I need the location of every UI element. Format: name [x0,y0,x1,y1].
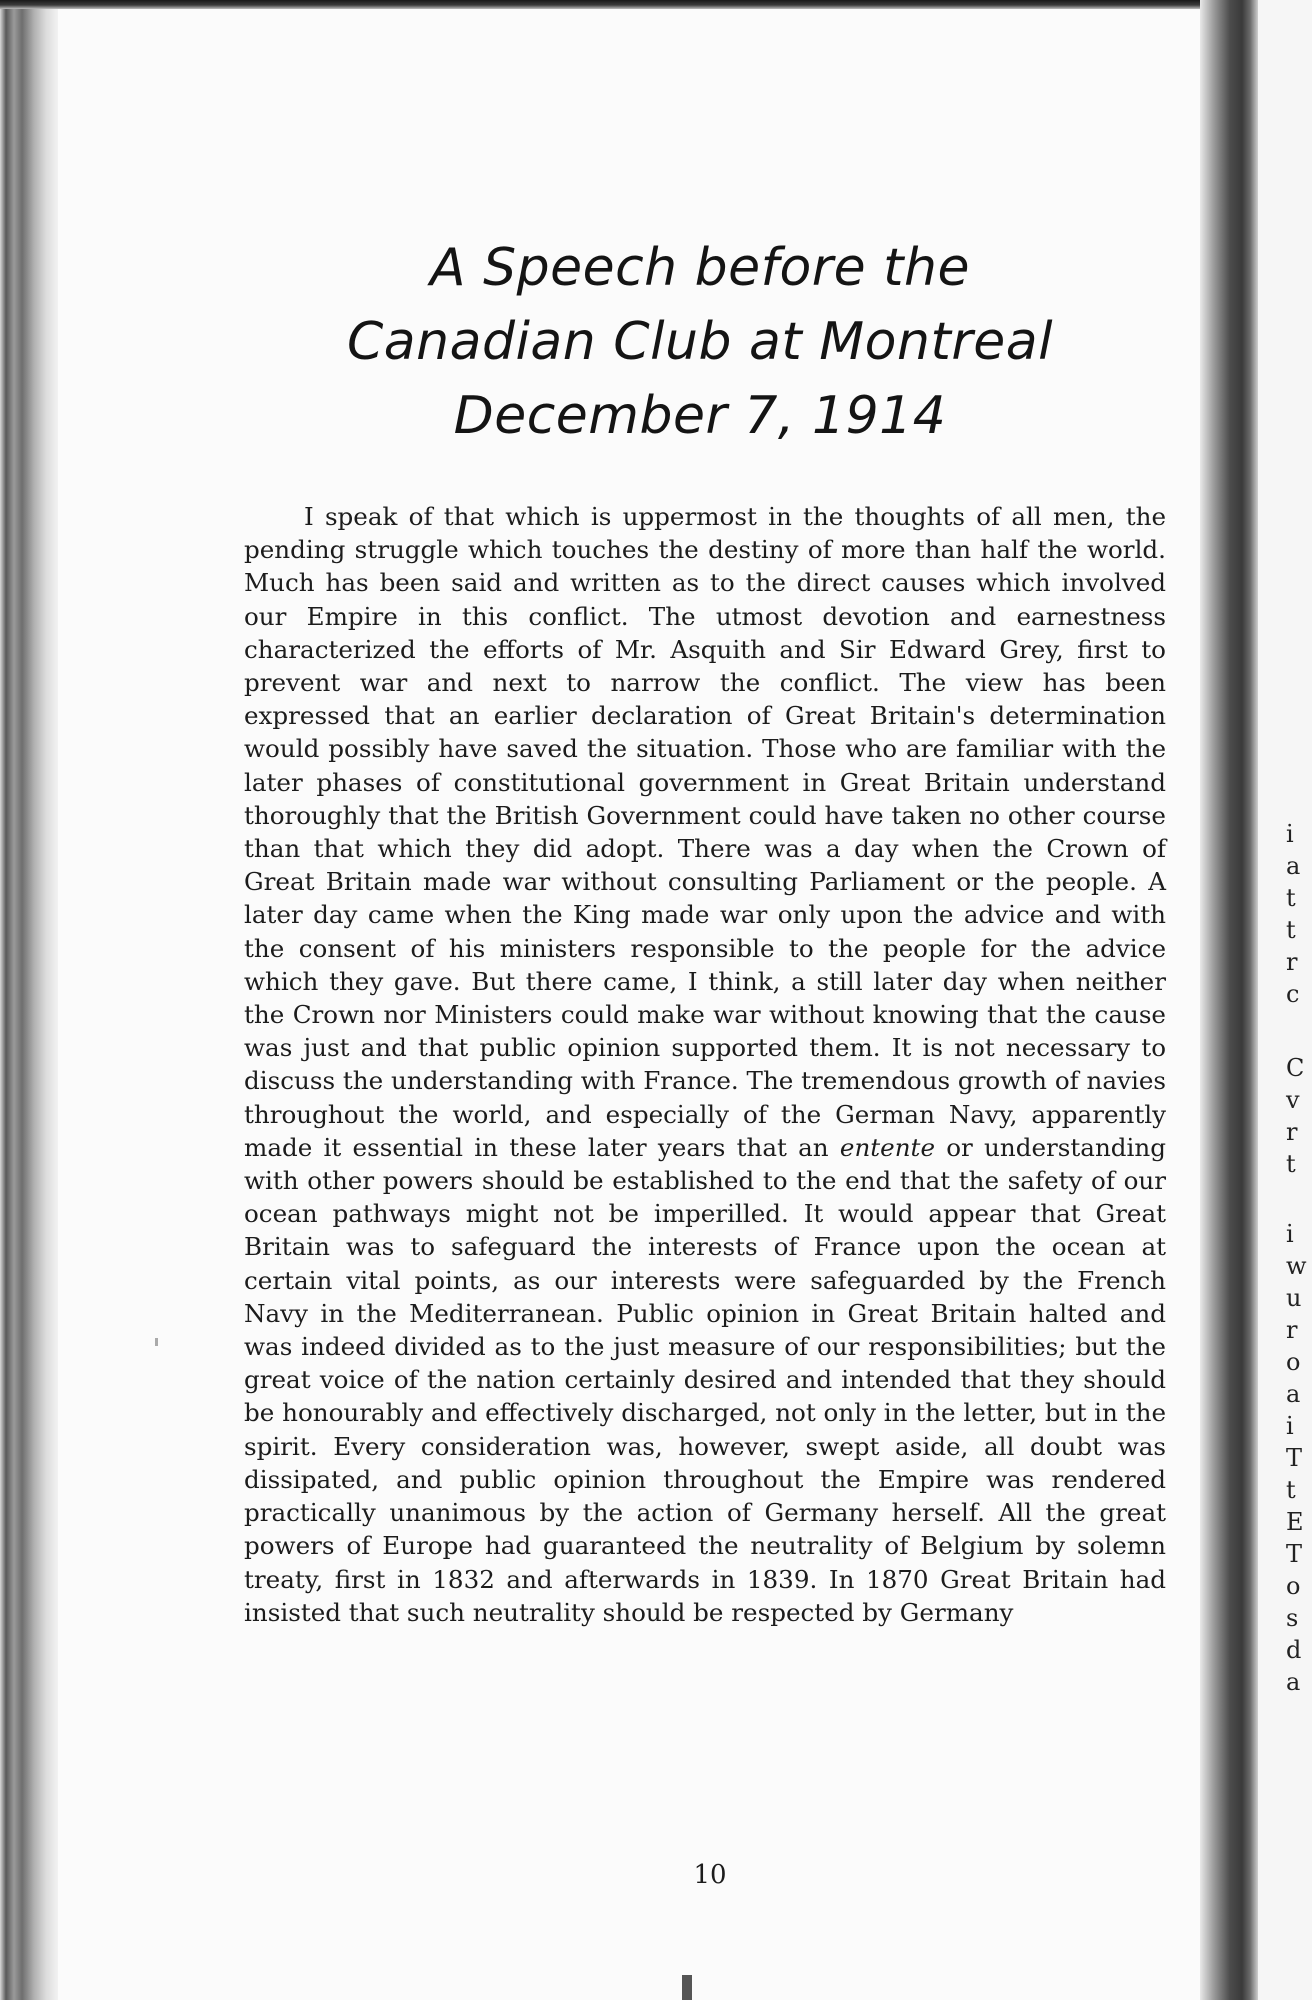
facing-page-fragment: C [1286,1054,1305,1082]
facing-page-fragment: T [1286,1444,1303,1472]
title-line-1: A Speech before the [429,238,971,298]
facing-page-fragment: i [1286,1220,1294,1248]
facing-page-fragment: r [1286,1118,1298,1146]
book-top-edge [0,0,1312,9]
facing-page-fragment: w [1286,1252,1307,1280]
facing-page-fragment: a [1286,1668,1301,1696]
facing-page-fragment: t [1286,916,1296,944]
facing-page-fragment: a [1286,852,1301,880]
facing-page-fragment: t [1286,1476,1296,1504]
facing-page-edge [1258,0,1312,2000]
facing-page-fragment: u [1286,1284,1302,1312]
facing-page-fragment: r [1286,948,1298,976]
book-gutter [1200,0,1258,2000]
facing-page-fragment: d [1286,1636,1302,1664]
title-line-2: Canadian Club at Montreal [346,312,1054,372]
facing-page-fragment: t [1286,1150,1296,1178]
speech-paragraph: I speak of that which is uppermost in the thoughts of all men, the pending struggle which touches the destiny of more than half the world. Much has been said and written as to the direct causes which involved our Empire in this conflict. The utmost devotion and earnestness characterized the efforts of Mr. Asquith and Sir Edward Grey, first to prevent war and next to narrow the conflict. The view has been expressed that an earlier declaration of Great Britain's determination would possibly have saved the situation. Those who are familiar with the later phases of constitutional government in Great Britain understand thoroughly that the British Government could have taken no other course than that which they did adopt. There was a day when the Crown of Great Britain made war without consulting Parliament or the people. A later day came when the King made war only upon the advice and with the consent of his ministers responsible to the people for the advice which they gave. But there came, I think, a still later day when neither the Crown nor Ministers could make war without knowing that the cause was just and that public opinion supported them. It is not necessary to discuss the understanding with France. The tremendous growth of navies throughout the world, and especially of the German Navy, apparently made it essential in these later years that an entente or understanding with other powers should be established to the end that the safety of our ocean pathways might not be imperilled. It would appear that Great Britain was to safeguard the interests of France upon the ocean at certain vital points, as our interests were safeguarded by the French Navy in the Mediterranean. Public opinion in Great Britain halted and was indeed divided as to the just measure of our responsibilities; but the great voice of the nation certainly desired and intended that they should be honourably and effectively discharged, not only in the letter, but in the spirit. Every consideration was, however, swept aside, all doubt was dissipated, and public opinion throughout the Empire was rendered practically unanimous by the action of Germany herself. All the great powers of Europe had guaranteed the neutrality of Belgium by solemn treaty, first in 1832 and afterwards in 1839. In 1870 Great Britain had insisted that such neutrality should be respected by Germany [244,502,1166,1627]
binding-mark [682,1975,692,2000]
facing-page-fragment: v [1286,1086,1300,1114]
page-number: 10 [693,1860,727,1890]
facing-page-fragment: r [1286,1316,1298,1344]
italic-word: entente [839,1132,935,1162]
facing-page-fragment: o [1286,1348,1301,1376]
facing-page-fragment: i [1286,1412,1294,1440]
facing-page-fragment: E [1286,1508,1304,1536]
facing-page-fragment: a [1286,1380,1301,1408]
facing-page-fragment: i [1286,820,1294,848]
paper-speck [155,1338,158,1346]
facing-page-fragment: T [1286,1540,1303,1568]
book-left-edge [0,0,58,2000]
facing-page-fragment: o [1286,1572,1301,1600]
facing-page-fragment: c [1286,980,1300,1008]
facing-page-fragment: t [1286,884,1296,912]
title-line-3: December 7, 1914 [453,386,947,446]
facing-page-fragment: s [1286,1604,1299,1632]
